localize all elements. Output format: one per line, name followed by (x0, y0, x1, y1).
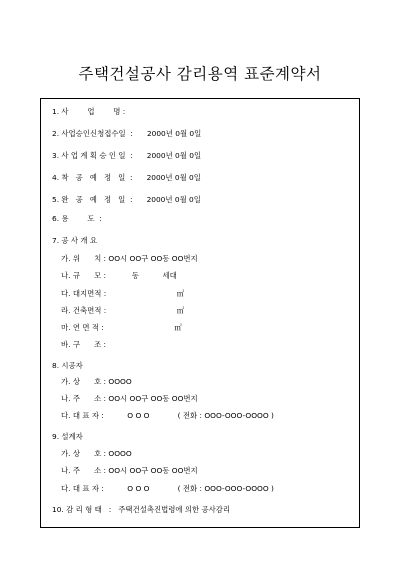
construction-overview-heading: 7. 공 사 개 요 (52, 236, 98, 245)
contractor-name-line: 가. 상 호 : OOOO (61, 377, 132, 386)
site-area-line: 다. 대지면적 : ㎡ (61, 289, 185, 298)
scale-line: 나. 규 모 : 동 세대 (61, 271, 177, 280)
contractor-representative-line: 다. 대 표 자 : O O O ( 전화 : OOO-OOO-OOOO ) (61, 411, 274, 420)
designer-representative-line: 다. 대 표 자 : O O O ( 전화 : OOO-OOO-OOOO ) (61, 484, 274, 493)
building-area-line: 라. 건축면적 : ㎡ (61, 306, 185, 315)
project-name-line: 1. 사 업 명 : (52, 107, 126, 116)
designer-heading: 9. 설계자 (52, 432, 83, 441)
application-date-line: 2. 사업승인신청접수일 : 2000년 0월 0일 (52, 129, 202, 138)
start-date-line: 4. 착 공 예 정 일 : 2000년 0월 0일 (52, 173, 201, 182)
designer-address-line: 나. 주 소 : OO시 OO구 OO동 OO번지 (61, 466, 198, 475)
location-line: 가. 위 치 : OO시 OO구 OO동 OO번지 (61, 254, 198, 263)
contractor-heading: 8. 시공자 (52, 361, 83, 370)
document-title: 주택건설공사 감리용역 표준계약서 (78, 65, 322, 83)
usage-line: 6. 용 도 : (52, 214, 102, 223)
plan-approval-date-line: 3. 사 업 계 획 승 인 일 : 2000년 0월 0일 (52, 151, 202, 160)
designer-name-line: 가. 상 호 : OOOO (61, 449, 132, 458)
supervision-type-line: 10. 감 리 형 태 : 주택건설촉진법령에 의한 공사감리 (52, 505, 231, 514)
total-floor-area-line: 마. 연 면 적 : ㎡ (61, 323, 182, 332)
contractor-address-line: 나. 주 소 : OO시 OO구 OO동 OO번지 (61, 394, 198, 403)
structure-line: 바. 구 조 : (61, 340, 107, 349)
completion-date-line: 5. 완 공 예 정 일 : 2000년 0월 0일 (52, 195, 201, 204)
